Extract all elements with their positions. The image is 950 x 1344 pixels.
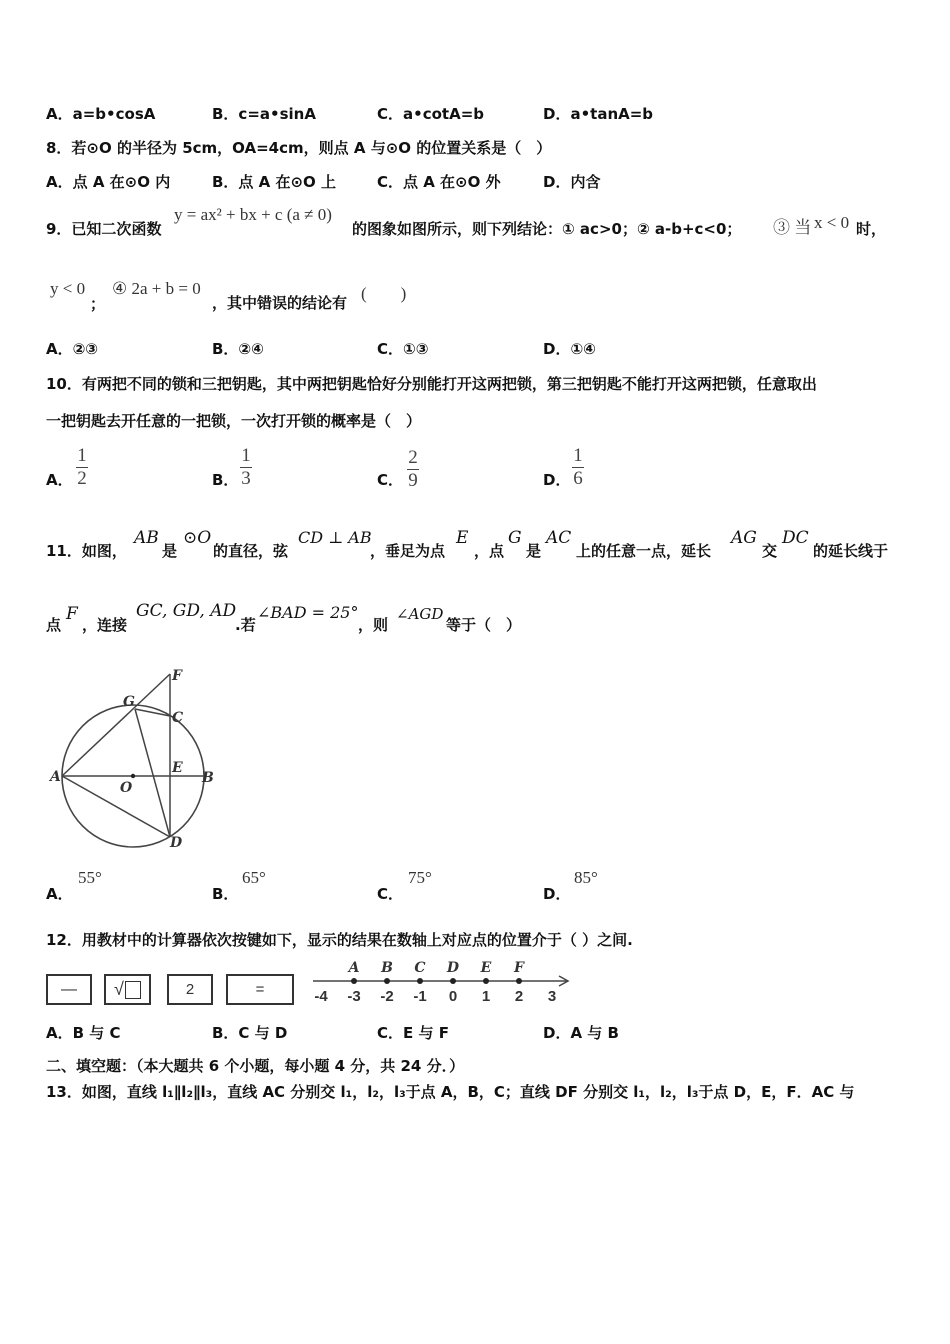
q7-option-c: C．a•cotA=b xyxy=(377,105,484,123)
q10-option-c-label: C． xyxy=(377,471,404,489)
numerator: 1 xyxy=(573,445,583,466)
q11-option-c-label: C． xyxy=(377,885,404,903)
q11-u2: ，连接 xyxy=(82,616,128,634)
key-two: 2 xyxy=(167,974,213,1005)
point-a xyxy=(351,978,357,984)
q11-m3: CD ⊥ AB xyxy=(298,528,372,547)
denominator: 2 xyxy=(77,468,87,489)
q8-option-d: D．内含 xyxy=(543,173,601,191)
q8-option-b: B．点 A 在⊙O 上 xyxy=(212,173,337,191)
sqrt-symbol: √ xyxy=(114,979,124,999)
q11-t3: 的直径，弦 xyxy=(213,542,289,560)
point-c xyxy=(417,978,423,984)
q11-t9: 的延长线于 xyxy=(813,542,889,560)
denominator: 3 xyxy=(241,468,251,489)
q8-option-a: A．点 A 在⊙O 内 xyxy=(46,173,171,191)
point-e xyxy=(483,978,489,984)
label-a: A xyxy=(50,769,61,785)
q9-item-4: ④ 2a + b = 0 xyxy=(112,279,201,298)
q10-line2: 一把钥匙去开任意的一把锁，一次打开锁的概率是（ ） xyxy=(46,412,422,430)
tick-label: -2 xyxy=(380,988,394,1005)
q9-option-a: A．②③ xyxy=(46,340,99,358)
q11-option-d-label: D． xyxy=(543,885,571,903)
label-b: B xyxy=(202,770,214,786)
point-label-d: D xyxy=(446,960,460,976)
q10-line1: 10．有两把不同的锁和三把钥匙，其中两把钥匙恰好分别能打开这两把锁，第三把钥匙不能打开这两把锁，任意取出 xyxy=(46,375,817,393)
q11-circle-figure xyxy=(48,662,218,852)
q11-t5: ，点 xyxy=(474,542,505,560)
q11-option-a-value: 55° xyxy=(78,868,102,887)
point-f xyxy=(516,978,522,984)
q11-t8: 交 xyxy=(762,542,778,560)
q9-paren: ( ) xyxy=(361,284,407,303)
q11-n1: F xyxy=(66,604,78,624)
q11-m6: AC xyxy=(546,528,572,548)
tick-label: -4 xyxy=(314,988,328,1005)
q9-prefix: 9．已知二次函数 xyxy=(46,220,162,238)
key-minus: — xyxy=(46,974,92,1005)
numerator: 1 xyxy=(241,445,251,466)
q11-u3: .若 xyxy=(235,616,256,634)
q9-option-d: D．①④ xyxy=(543,340,596,358)
tick-label: 1 xyxy=(481,988,491,1005)
q10-option-a-fraction xyxy=(76,445,88,490)
q9-circle-3: ③ 当 xyxy=(773,218,812,237)
point-label-e: E xyxy=(480,960,492,976)
tick-label: 2 xyxy=(514,988,524,1005)
q8-stem: 8．若⊙O 的半径为 5cm，OA=4cm，则点 A 与⊙O 的位置关系是（ ） xyxy=(46,139,552,157)
q9-option-c: C．①③ xyxy=(377,340,429,358)
q10-option-d-label: D． xyxy=(543,471,571,489)
q7-option-d: D．a•tanA=b xyxy=(543,105,654,123)
tick-label: -3 xyxy=(347,988,361,1005)
center-dot xyxy=(131,774,135,778)
chord-ad xyxy=(62,776,170,837)
q11-n2: GC, GD, AD xyxy=(136,601,237,621)
q7-option-b: B．c=a•sinA xyxy=(212,105,316,123)
q11-option-b-value: 65° xyxy=(242,868,266,887)
q9-formula: y = ax² + bx + c (a ≠ 0) xyxy=(174,205,332,224)
tick-label: -1 xyxy=(413,988,427,1005)
q11-t7: 上的任意一点，延长 xyxy=(576,542,712,560)
label-o: O xyxy=(120,780,133,796)
q11-m4: E xyxy=(456,528,469,548)
q11-t6: 是 xyxy=(526,542,542,560)
q11-n3: ∠BAD = 25° xyxy=(257,603,359,622)
tick-label: 3 xyxy=(547,988,557,1005)
key-equals: = xyxy=(226,974,294,1005)
label-g: G xyxy=(123,694,135,710)
q9-separator: ； xyxy=(90,295,106,313)
label-f: F xyxy=(172,668,182,684)
q9-suffix-3: 时， xyxy=(856,220,887,238)
q8-option-c: C．点 A 在⊙O 外 xyxy=(377,173,501,191)
q10-option-c-fraction xyxy=(407,447,419,492)
point-label-b: B xyxy=(381,960,393,976)
numerator: 2 xyxy=(408,447,418,468)
label-e: E xyxy=(172,760,183,776)
q7-option-a: A．a=b•cosA xyxy=(46,105,156,123)
q12-option-d: D．A 与 B xyxy=(543,1024,619,1042)
q12-option-c: C．E 与 F xyxy=(377,1024,449,1042)
q11-u4: ，则 xyxy=(358,616,389,634)
q11-option-a-label: A． xyxy=(46,885,73,903)
denominator: 9 xyxy=(408,470,418,491)
q9-tail: ，其中错误的结论有 xyxy=(212,294,348,312)
q11-t4: ，垂足为点 xyxy=(370,542,446,560)
label-d: D xyxy=(170,835,183,851)
point-label-f: F xyxy=(514,960,524,976)
q10-option-d-fraction xyxy=(572,445,584,490)
q11-m8: DC xyxy=(782,528,809,548)
point-b xyxy=(384,978,390,984)
point-d xyxy=(450,978,456,984)
q11-m5: G xyxy=(508,528,522,548)
q11-option-b-label: B． xyxy=(212,885,239,903)
q11-t1: 11．如图， xyxy=(46,542,127,560)
point-label-a: A xyxy=(348,960,360,976)
q10-option-a-label: A． xyxy=(46,471,73,489)
q9-option-b: B．②④ xyxy=(212,340,264,358)
section-2-heading: 二、填空题：（本大题共 6 个小题，每小题 4 分，共 24 分．） xyxy=(46,1057,465,1075)
q10-option-b-label: B． xyxy=(212,471,239,489)
number-line xyxy=(305,956,575,1008)
q9-cond-3: x < 0 xyxy=(814,213,850,232)
q11-option-d-value: 85° xyxy=(574,868,598,887)
q9-line2-y: y < 0 xyxy=(50,279,86,298)
q12-option-b: B．C 与 D xyxy=(212,1024,288,1042)
q11-m1: AB xyxy=(134,528,159,548)
q11-option-c-value: 75° xyxy=(408,868,432,887)
q9-middle: 的图象如图所示，则下列结论：① ac>0；② a-b+c<0； xyxy=(352,220,742,238)
q11-t2: 是 xyxy=(162,542,178,560)
point-label-c: C xyxy=(414,960,426,976)
key-sqrt xyxy=(104,974,151,1005)
numerator: 1 xyxy=(77,445,87,466)
chord-gd xyxy=(135,709,170,837)
tick-label: 0 xyxy=(448,988,458,1005)
line-af xyxy=(62,674,170,776)
denominator: 6 xyxy=(573,468,583,489)
q11-n4: ∠AGD xyxy=(396,605,444,623)
q12-stem: 12．用教材中的计算器依次按键如下，显示的结果在数轴上对应点的位置介于（ ）之间. xyxy=(46,931,633,949)
q10-option-b-fraction xyxy=(240,445,252,490)
q12-option-a: A．B 与 C xyxy=(46,1024,121,1042)
q11-m7: AG xyxy=(731,528,757,548)
label-c: C xyxy=(172,710,184,726)
q13-stem: 13．如图，直线 l₁∥l₂∥l₃，直线 AC 分别交 l₁，l₂，l₃于点 A，B，C；直线 DF 分别交 l₁，l₂，l₃于点 D，E，F．AC 与 xyxy=(46,1083,855,1101)
q11-m2: ⊙O xyxy=(183,528,212,548)
q11-u1: 点 xyxy=(46,616,62,634)
q11-u5: 等于（ ） xyxy=(446,616,522,634)
